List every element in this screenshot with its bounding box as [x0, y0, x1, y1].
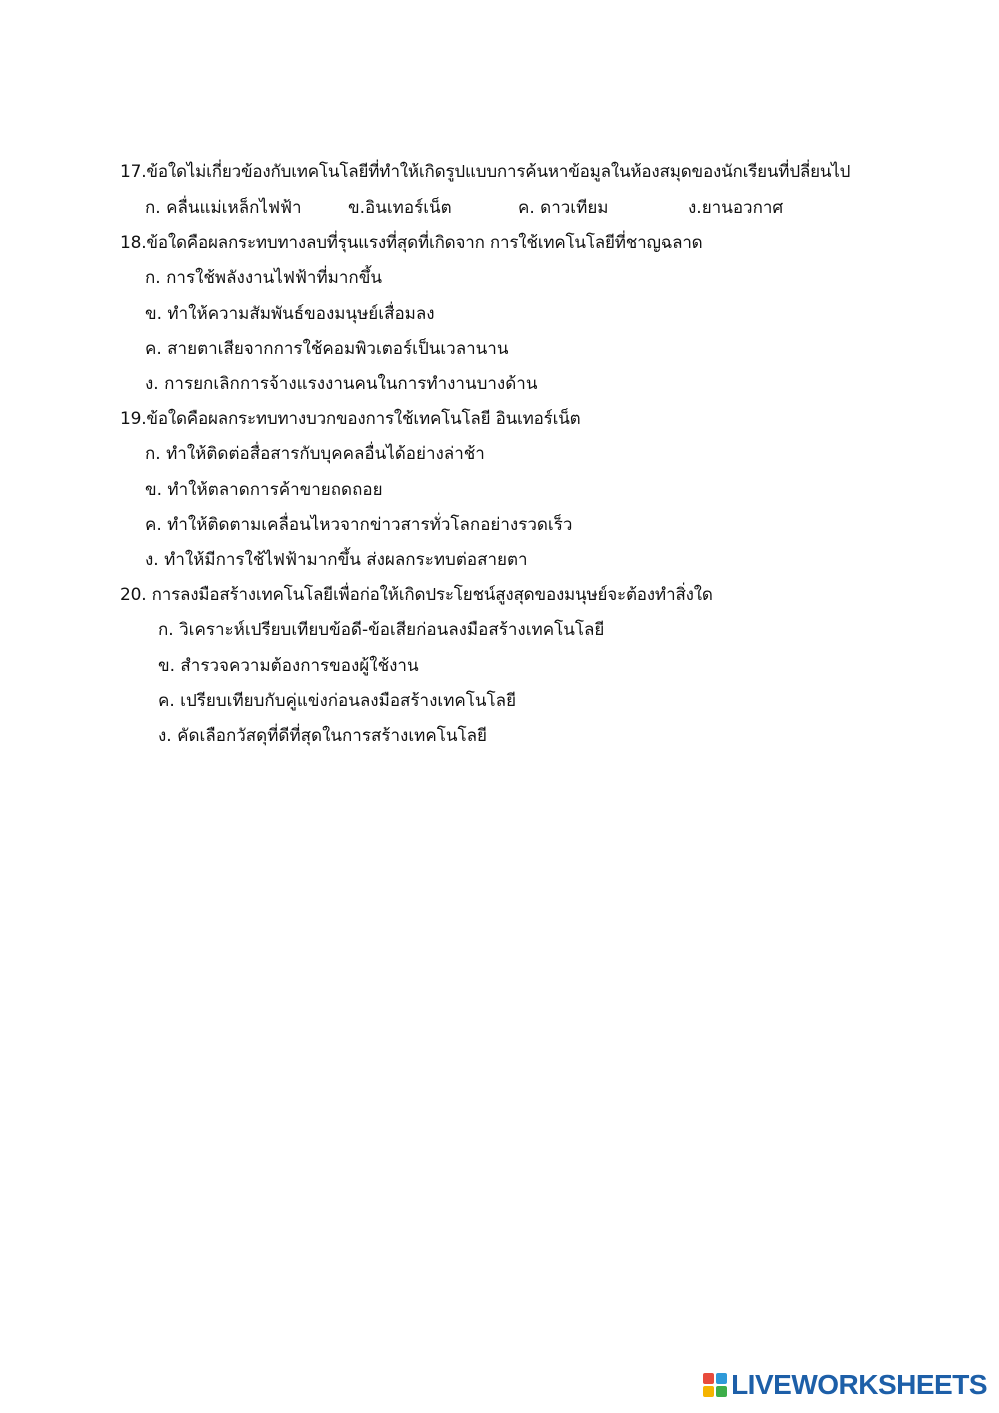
question-19-option-c: ค. ทำให้ติดตามเคลื่อนไหวจากข่าวสารทั่วโลกอย่างรวดเร็ว	[145, 515, 573, 535]
question-19-option-b: ข. ทำให้ตลาดการค้าขายถดถอย	[145, 480, 383, 500]
logo-square-3	[703, 1386, 714, 1397]
liveworksheets-mark-icon	[703, 1373, 727, 1397]
question-18-stem: 18.ข้อใดคือผลกระทบทางลบที่รุนแรงที่สุดที่เกิดจาก การใช้เทคโนโลยีที่ชาญฉลาด	[120, 233, 703, 253]
question-18-option-b: ข. ทำให้ความสัมพันธ์ของมนุษย์เสื่อมลง	[145, 304, 435, 324]
liveworksheets-logo-text: LIVEWORKSHEETS	[731, 1369, 987, 1400]
question-20-option-d: ง. คัดเลือกวัสดุที่ดีที่สุดในการสร้างเทคโนโลยี	[158, 726, 487, 746]
question-18-option-a: ก. การใช้พลังงานไฟฟ้าที่มากขึ้น	[145, 268, 382, 288]
question-20-stem: 20. การลงมือสร้างเทคโนโลยีเพื่อก่อให้เกิดประโยชน์สูงสุดของมนุษย์จะต้องทำสิ่งใด	[120, 585, 713, 605]
logo-square-2	[716, 1373, 727, 1384]
question-19-option-a: ก. ทำให้ติดต่อสื่อสารกับบุคคลอื่นได้อย่างล่าช้า	[145, 444, 485, 464]
question-17-option-b: ข.อินเทอร์เน็ต	[348, 198, 452, 218]
liveworksheets-logo	[703, 1369, 987, 1401]
logo-square-4	[716, 1386, 727, 1397]
question-17-option-a: ก. คลื่นแม่เหล็กไฟฟ้า	[145, 198, 302, 218]
question-17-stem: 17.ข้อใดไม่เกี่ยวข้องกับเทคโนโลยีที่ทำให้เกิดรูปแบบการค้นหาข้อมูลในห้องสมุดของนักเรียนที่ปลี่ยนไป	[120, 162, 851, 182]
question-19-stem: 19.ข้อใดคือผลกระทบทางบวกของการใช้เทคโนโลยี อินเทอร์เน็ต	[120, 409, 581, 429]
question-20-option-c: ค. เปรียบเทียบกับคู่แข่งก่อนลงมือสร้างเทคโนโลยี	[158, 691, 517, 711]
question-18-option-d: ง. การยกเลิกการจ้างแรงงานคนในการทำงานบางด้าน	[145, 374, 538, 394]
question-19-option-d: ง. ทำให้มีการใช้ไฟฟ้ามากขึ้น ส่งผลกระทบต่อสายตา	[145, 550, 528, 570]
question-20-option-b: ข. สำรวจความต้องการของผู้ใช้งาน	[158, 656, 419, 676]
logo-square-1	[703, 1373, 714, 1384]
question-18-option-c: ค. สายตาเสียจากการใช้คอมพิวเตอร์เป็นเวลานาน	[145, 339, 509, 359]
question-17-option-d: ง.ยานอวกาศ	[688, 198, 784, 218]
question-20-option-a: ก. วิเคราะห์เปรียบเทียบข้อดี-ข้อเสียก่อนลงมือสร้างเทคโนโลยี	[158, 620, 605, 640]
question-17-option-c: ค. ดาวเทียม	[518, 198, 609, 218]
